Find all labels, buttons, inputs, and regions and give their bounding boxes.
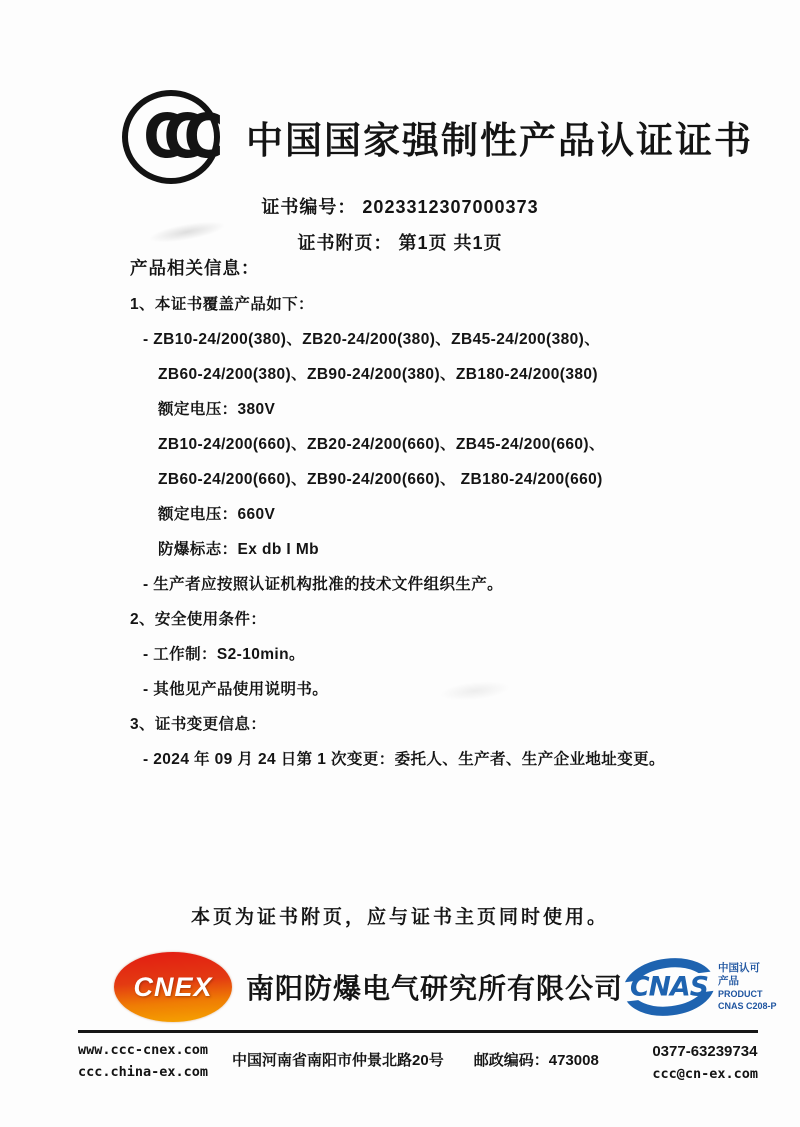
organisation-row xyxy=(114,952,777,1022)
cnas-caption-line: CNAS C208-P xyxy=(718,1000,777,1011)
body-line: 防爆标志：Ex db I Mb xyxy=(158,541,320,558)
website-primary: www.ccc-cnex.com xyxy=(78,1042,209,1058)
body-line: 2、安全使用条件： xyxy=(130,611,267,628)
cnas-caption xyxy=(718,962,777,1013)
email-address: ccc@cn-ex.com xyxy=(652,1066,758,1082)
cnex-logo-icon xyxy=(114,952,232,1022)
certificate-page-line xyxy=(0,229,800,255)
cnas-logo-text: CNAS xyxy=(629,971,709,1003)
certificate-number-value: 2023312307000373 xyxy=(362,197,539,217)
body-line: - 2024 年 09 月 24 日第 1 次变更：委托人、生产者、生产企业地址变更。 xyxy=(143,751,665,768)
certificate-page-value: 第1页 共1页 xyxy=(398,233,503,253)
contact-strip xyxy=(78,1040,758,1086)
body-line: - 工作制：S2-10min。 xyxy=(143,646,305,663)
phone-number: 0377-63239734 xyxy=(652,1043,758,1060)
header xyxy=(122,90,753,184)
ccc-logo-icon xyxy=(122,90,220,184)
certificate-page-label: 证书附页： xyxy=(297,233,393,253)
cnas-caption-line: PRODUCT xyxy=(718,988,763,999)
cnex-logo-text: CNEX xyxy=(133,971,213,1002)
body-line: 1、本证书覆盖产品如下： xyxy=(130,296,314,313)
postal-address: 中国河南省南阳市仲景北路20号 xyxy=(232,1052,444,1069)
section-title: 产品相关信息： xyxy=(130,258,260,278)
body-line: - ZB10-24/200(380)、ZB20-24/200(380)、ZB45-24/200(380)、 xyxy=(143,331,601,348)
footer-divider xyxy=(78,1030,758,1033)
company-name: 南阳防爆电气研究所有限公司 xyxy=(246,973,624,1004)
certificate-number-label: 证书编号： xyxy=(261,197,357,217)
postal-code: 邮政编码：473008 xyxy=(473,1052,599,1069)
body-line: ZB60-24/200(380)、ZB90-24/200(380)、ZB180-24/200(380) xyxy=(158,366,598,383)
body-line: 额定电压：380V xyxy=(158,401,276,418)
body-line: 额定电压：660V xyxy=(158,506,276,523)
cnas-caption-line: 产品 xyxy=(718,975,740,988)
body-line: ZB60-24/200(660)、ZB90-24/200(660)、 ZB180-24/200(660) xyxy=(158,471,603,488)
contact-group xyxy=(652,1040,758,1086)
ccc-logo-text: CCC xyxy=(143,101,204,172)
body-line: ZB10-24/200(660)、ZB20-24/200(660)、ZB45-24/200(660)、 xyxy=(158,436,605,453)
footer-note: 本页为证书附页，应与证书主页同时使用。 xyxy=(190,907,609,928)
product-info-section xyxy=(130,255,770,777)
certificate-number-line xyxy=(0,193,800,219)
body-line: 3、证书变更信息： xyxy=(130,716,267,733)
certificate-number-block xyxy=(0,193,800,255)
page-title: 中国国家强制性产品认证证书 xyxy=(246,120,753,161)
website-secondary: ccc.china-ex.com xyxy=(78,1063,209,1080)
body-line: - 生产者应按照认证机构批准的技术文件组织生产。 xyxy=(143,576,504,593)
website-list xyxy=(78,1040,208,1083)
cnas-logo-icon xyxy=(623,956,715,1018)
body-line: - 其他见产品使用说明书。 xyxy=(143,681,329,698)
address-group xyxy=(232,1049,599,1070)
cnas-mark xyxy=(623,956,777,1018)
cnas-caption-line: 中国认可 xyxy=(718,961,761,974)
